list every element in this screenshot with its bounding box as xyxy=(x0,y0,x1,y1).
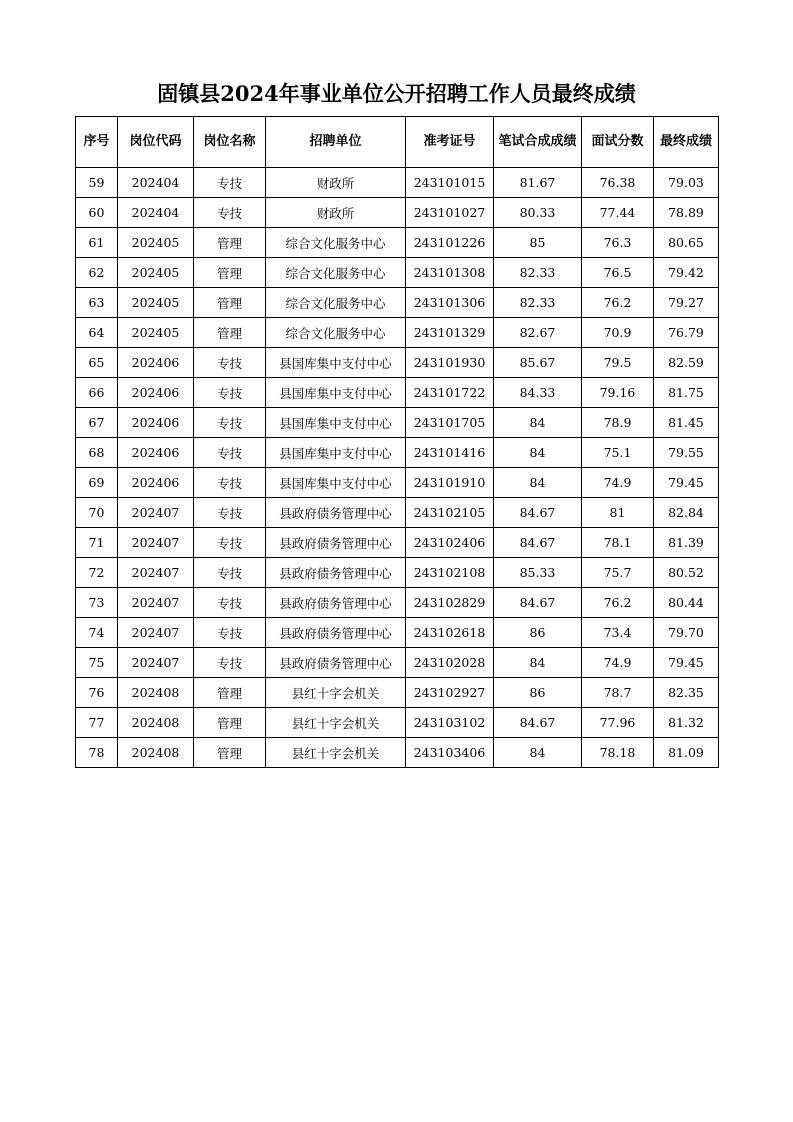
table-row xyxy=(76,288,719,318)
cell-serial-number: 75 xyxy=(76,648,118,678)
cell-serial-number: 66 xyxy=(76,378,118,408)
cell-written-score: 80.33 xyxy=(494,198,582,228)
cell-interview-score: 76.2 xyxy=(582,588,654,618)
table-row xyxy=(76,258,719,288)
cell-position-name: 专技 xyxy=(194,378,266,408)
table-row xyxy=(76,228,719,258)
cell-admission-number: 243102406 xyxy=(406,528,494,558)
cell-position-code: 202407 xyxy=(118,648,194,678)
cell-recruiting-unit: 财政所 xyxy=(266,198,406,228)
table-row xyxy=(76,348,719,378)
cell-interview-score: 77.44 xyxy=(582,198,654,228)
cell-position-name: 管理 xyxy=(194,708,266,738)
cell-recruiting-unit: 县政府债务管理中心 xyxy=(266,588,406,618)
cell-serial-number: 68 xyxy=(76,438,118,468)
cell-final-score: 81.75 xyxy=(654,378,719,408)
cell-admission-number: 243101705 xyxy=(406,408,494,438)
table-row xyxy=(76,678,719,708)
cell-recruiting-unit: 县国库集中支付中心 xyxy=(266,408,406,438)
cell-recruiting-unit: 县政府债务管理中心 xyxy=(266,528,406,558)
cell-admission-number: 243102108 xyxy=(406,558,494,588)
document-title: 固镇县2024年事业单位公开招聘工作人员最终成绩 xyxy=(157,81,636,106)
cell-written-score: 84 xyxy=(494,438,582,468)
cell-recruiting-unit: 县国库集中支付中心 xyxy=(266,348,406,378)
cell-serial-number: 64 xyxy=(76,318,118,348)
cell-admission-number: 243101416 xyxy=(406,438,494,468)
cell-serial-number: 69 xyxy=(76,468,118,498)
cell-final-score: 79.70 xyxy=(654,618,719,648)
cell-written-score: 86 xyxy=(494,618,582,648)
cell-final-score: 81.45 xyxy=(654,408,719,438)
header-written-score: 笔试合成成绩 xyxy=(494,117,582,168)
cell-final-score: 79.42 xyxy=(654,258,719,288)
cell-written-score: 85.33 xyxy=(494,558,582,588)
cell-recruiting-unit: 综合文化服务中心 xyxy=(266,228,406,258)
cell-final-score: 78.89 xyxy=(654,198,719,228)
cell-position-code: 202408 xyxy=(118,678,194,708)
cell-interview-score: 81 xyxy=(582,498,654,528)
cell-position-name: 专技 xyxy=(194,438,266,468)
cell-admission-number: 243103102 xyxy=(406,708,494,738)
table-row xyxy=(76,618,719,648)
table-row xyxy=(76,558,719,588)
cell-interview-score: 78.1 xyxy=(582,528,654,558)
cell-serial-number: 74 xyxy=(76,618,118,648)
cell-admission-number: 243101329 xyxy=(406,318,494,348)
cell-position-name: 专技 xyxy=(194,618,266,648)
cell-position-name: 专技 xyxy=(194,348,266,378)
cell-admission-number: 243101027 xyxy=(406,198,494,228)
cell-recruiting-unit: 综合文化服务中心 xyxy=(266,318,406,348)
cell-written-score: 82.33 xyxy=(494,288,582,318)
cell-serial-number: 59 xyxy=(76,168,118,198)
cell-serial-number: 65 xyxy=(76,348,118,378)
cell-admission-number: 243101930 xyxy=(406,348,494,378)
scores-table xyxy=(75,116,719,768)
cell-written-score: 85 xyxy=(494,228,582,258)
cell-position-name: 管理 xyxy=(194,228,266,258)
cell-written-score: 84.67 xyxy=(494,588,582,618)
cell-position-name: 管理 xyxy=(194,288,266,318)
cell-position-name: 专技 xyxy=(194,198,266,228)
cell-admission-number: 243101015 xyxy=(406,168,494,198)
table-row xyxy=(76,378,719,408)
cell-final-score: 81.09 xyxy=(654,738,719,768)
cell-position-name: 管理 xyxy=(194,318,266,348)
cell-position-code: 202405 xyxy=(118,318,194,348)
cell-serial-number: 73 xyxy=(76,588,118,618)
cell-final-score: 79.03 xyxy=(654,168,719,198)
cell-position-code: 202404 xyxy=(118,198,194,228)
header-interview-score: 面试分数 xyxy=(582,117,654,168)
table-row xyxy=(76,318,719,348)
cell-admission-number: 243102927 xyxy=(406,678,494,708)
cell-final-score: 80.52 xyxy=(654,558,719,588)
cell-written-score: 84 xyxy=(494,648,582,678)
cell-written-score: 84.67 xyxy=(494,528,582,558)
cell-serial-number: 77 xyxy=(76,708,118,738)
table-row xyxy=(76,438,719,468)
table-row xyxy=(76,498,719,528)
cell-interview-score: 75.7 xyxy=(582,558,654,588)
cell-final-score: 80.44 xyxy=(654,588,719,618)
cell-final-score: 79.45 xyxy=(654,648,719,678)
cell-admission-number: 243102028 xyxy=(406,648,494,678)
cell-written-score: 84.67 xyxy=(494,708,582,738)
cell-written-score: 81.67 xyxy=(494,168,582,198)
cell-recruiting-unit: 县国库集中支付中心 xyxy=(266,378,406,408)
cell-interview-score: 79.16 xyxy=(582,378,654,408)
cell-final-score: 82.84 xyxy=(654,498,719,528)
table-row xyxy=(76,168,719,198)
cell-final-score: 79.27 xyxy=(654,288,719,318)
cell-serial-number: 72 xyxy=(76,558,118,588)
cell-position-name: 专技 xyxy=(194,648,266,678)
cell-recruiting-unit: 县红十字会机关 xyxy=(266,708,406,738)
cell-position-name: 管理 xyxy=(194,738,266,768)
cell-position-name: 专技 xyxy=(194,528,266,558)
cell-interview-score: 78.9 xyxy=(582,408,654,438)
cell-serial-number: 70 xyxy=(76,498,118,528)
cell-admission-number: 243101306 xyxy=(406,288,494,318)
cell-interview-score: 79.5 xyxy=(582,348,654,378)
table-row xyxy=(76,408,719,438)
cell-written-score: 84.67 xyxy=(494,498,582,528)
cell-written-score: 82.67 xyxy=(494,318,582,348)
header-position-code: 岗位代码 xyxy=(118,117,194,168)
cell-serial-number: 78 xyxy=(76,738,118,768)
cell-recruiting-unit: 县国库集中支付中心 xyxy=(266,468,406,498)
cell-position-name: 管理 xyxy=(194,258,266,288)
cell-recruiting-unit: 综合文化服务中心 xyxy=(266,288,406,318)
cell-recruiting-unit: 县国库集中支付中心 xyxy=(266,438,406,468)
cell-admission-number: 243101910 xyxy=(406,468,494,498)
cell-recruiting-unit: 县政府债务管理中心 xyxy=(266,558,406,588)
cell-interview-score: 76.38 xyxy=(582,168,654,198)
cell-position-code: 202406 xyxy=(118,408,194,438)
cell-position-code: 202407 xyxy=(118,588,194,618)
table-row xyxy=(76,738,719,768)
table-header-row xyxy=(76,117,719,168)
cell-final-score: 82.35 xyxy=(654,678,719,708)
table-row xyxy=(76,708,719,738)
cell-recruiting-unit: 综合文化服务中心 xyxy=(266,258,406,288)
cell-position-name: 专技 xyxy=(194,588,266,618)
table-row xyxy=(76,648,719,678)
cell-position-code: 202407 xyxy=(118,558,194,588)
cell-interview-score: 76.2 xyxy=(582,288,654,318)
cell-written-score: 86 xyxy=(494,678,582,708)
cell-recruiting-unit: 县政府债务管理中心 xyxy=(266,648,406,678)
cell-position-name: 管理 xyxy=(194,678,266,708)
cell-final-score: 80.65 xyxy=(654,228,719,258)
cell-final-score: 76.79 xyxy=(654,318,719,348)
cell-position-code: 202405 xyxy=(118,258,194,288)
cell-final-score: 82.59 xyxy=(654,348,719,378)
cell-interview-score: 73.4 xyxy=(582,618,654,648)
table-row xyxy=(76,528,719,558)
table-row xyxy=(76,468,719,498)
cell-interview-score: 76.3 xyxy=(582,228,654,258)
cell-interview-score: 74.9 xyxy=(582,648,654,678)
cell-serial-number: 61 xyxy=(76,228,118,258)
cell-written-score: 84 xyxy=(494,738,582,768)
cell-position-code: 202406 xyxy=(118,348,194,378)
cell-position-name: 专技 xyxy=(194,408,266,438)
cell-position-code: 202405 xyxy=(118,288,194,318)
cell-position-code: 202405 xyxy=(118,228,194,258)
cell-serial-number: 62 xyxy=(76,258,118,288)
cell-written-score: 84 xyxy=(494,468,582,498)
header-final-score: 最终成绩 xyxy=(654,117,719,168)
cell-position-code: 202407 xyxy=(118,498,194,528)
cell-written-score: 84 xyxy=(494,408,582,438)
cell-admission-number: 243102105 xyxy=(406,498,494,528)
cell-admission-number: 243101722 xyxy=(406,378,494,408)
cell-final-score: 81.32 xyxy=(654,708,719,738)
cell-admission-number: 243101308 xyxy=(406,258,494,288)
cell-admission-number: 243101226 xyxy=(406,228,494,258)
cell-admission-number: 243103406 xyxy=(406,738,494,768)
header-recruiting-unit: 招聘单位 xyxy=(266,117,406,168)
cell-serial-number: 63 xyxy=(76,288,118,318)
cell-serial-number: 76 xyxy=(76,678,118,708)
cell-admission-number: 243102829 xyxy=(406,588,494,618)
cell-position-code: 202408 xyxy=(118,738,194,768)
cell-serial-number: 60 xyxy=(76,198,118,228)
cell-written-score: 82.33 xyxy=(494,258,582,288)
cell-final-score: 81.39 xyxy=(654,528,719,558)
cell-position-name: 专技 xyxy=(194,558,266,588)
cell-final-score: 79.45 xyxy=(654,468,719,498)
header-admission-number: 准考证号 xyxy=(406,117,494,168)
cell-position-code: 202407 xyxy=(118,528,194,558)
cell-recruiting-unit: 县政府债务管理中心 xyxy=(266,498,406,528)
header-serial-number: 序号 xyxy=(76,117,118,168)
cell-position-code: 202406 xyxy=(118,438,194,468)
table-row xyxy=(76,588,719,618)
cell-final-score: 79.55 xyxy=(654,438,719,468)
cell-position-code: 202404 xyxy=(118,168,194,198)
table-body xyxy=(76,168,719,768)
cell-position-name: 专技 xyxy=(194,498,266,528)
cell-interview-score: 77.96 xyxy=(582,708,654,738)
cell-written-score: 84.33 xyxy=(494,378,582,408)
cell-interview-score: 78.18 xyxy=(582,738,654,768)
cell-position-code: 202406 xyxy=(118,378,194,408)
cell-interview-score: 78.7 xyxy=(582,678,654,708)
cell-interview-score: 70.9 xyxy=(582,318,654,348)
cell-serial-number: 71 xyxy=(76,528,118,558)
cell-position-code: 202406 xyxy=(118,468,194,498)
cell-recruiting-unit: 县政府债务管理中心 xyxy=(266,618,406,648)
cell-position-name: 专技 xyxy=(194,168,266,198)
cell-position-code: 202407 xyxy=(118,618,194,648)
cell-recruiting-unit: 财政所 xyxy=(266,168,406,198)
table-row xyxy=(76,198,719,228)
cell-position-code: 202408 xyxy=(118,708,194,738)
cell-written-score: 85.67 xyxy=(494,348,582,378)
cell-admission-number: 243102618 xyxy=(406,618,494,648)
cell-serial-number: 67 xyxy=(76,408,118,438)
header-position-name: 岗位名称 xyxy=(194,117,266,168)
cell-interview-score: 74.9 xyxy=(582,468,654,498)
cell-recruiting-unit: 县红十字会机关 xyxy=(266,738,406,768)
cell-position-name: 专技 xyxy=(194,468,266,498)
cell-recruiting-unit: 县红十字会机关 xyxy=(266,678,406,708)
cell-interview-score: 76.5 xyxy=(582,258,654,288)
cell-interview-score: 75.1 xyxy=(582,438,654,468)
